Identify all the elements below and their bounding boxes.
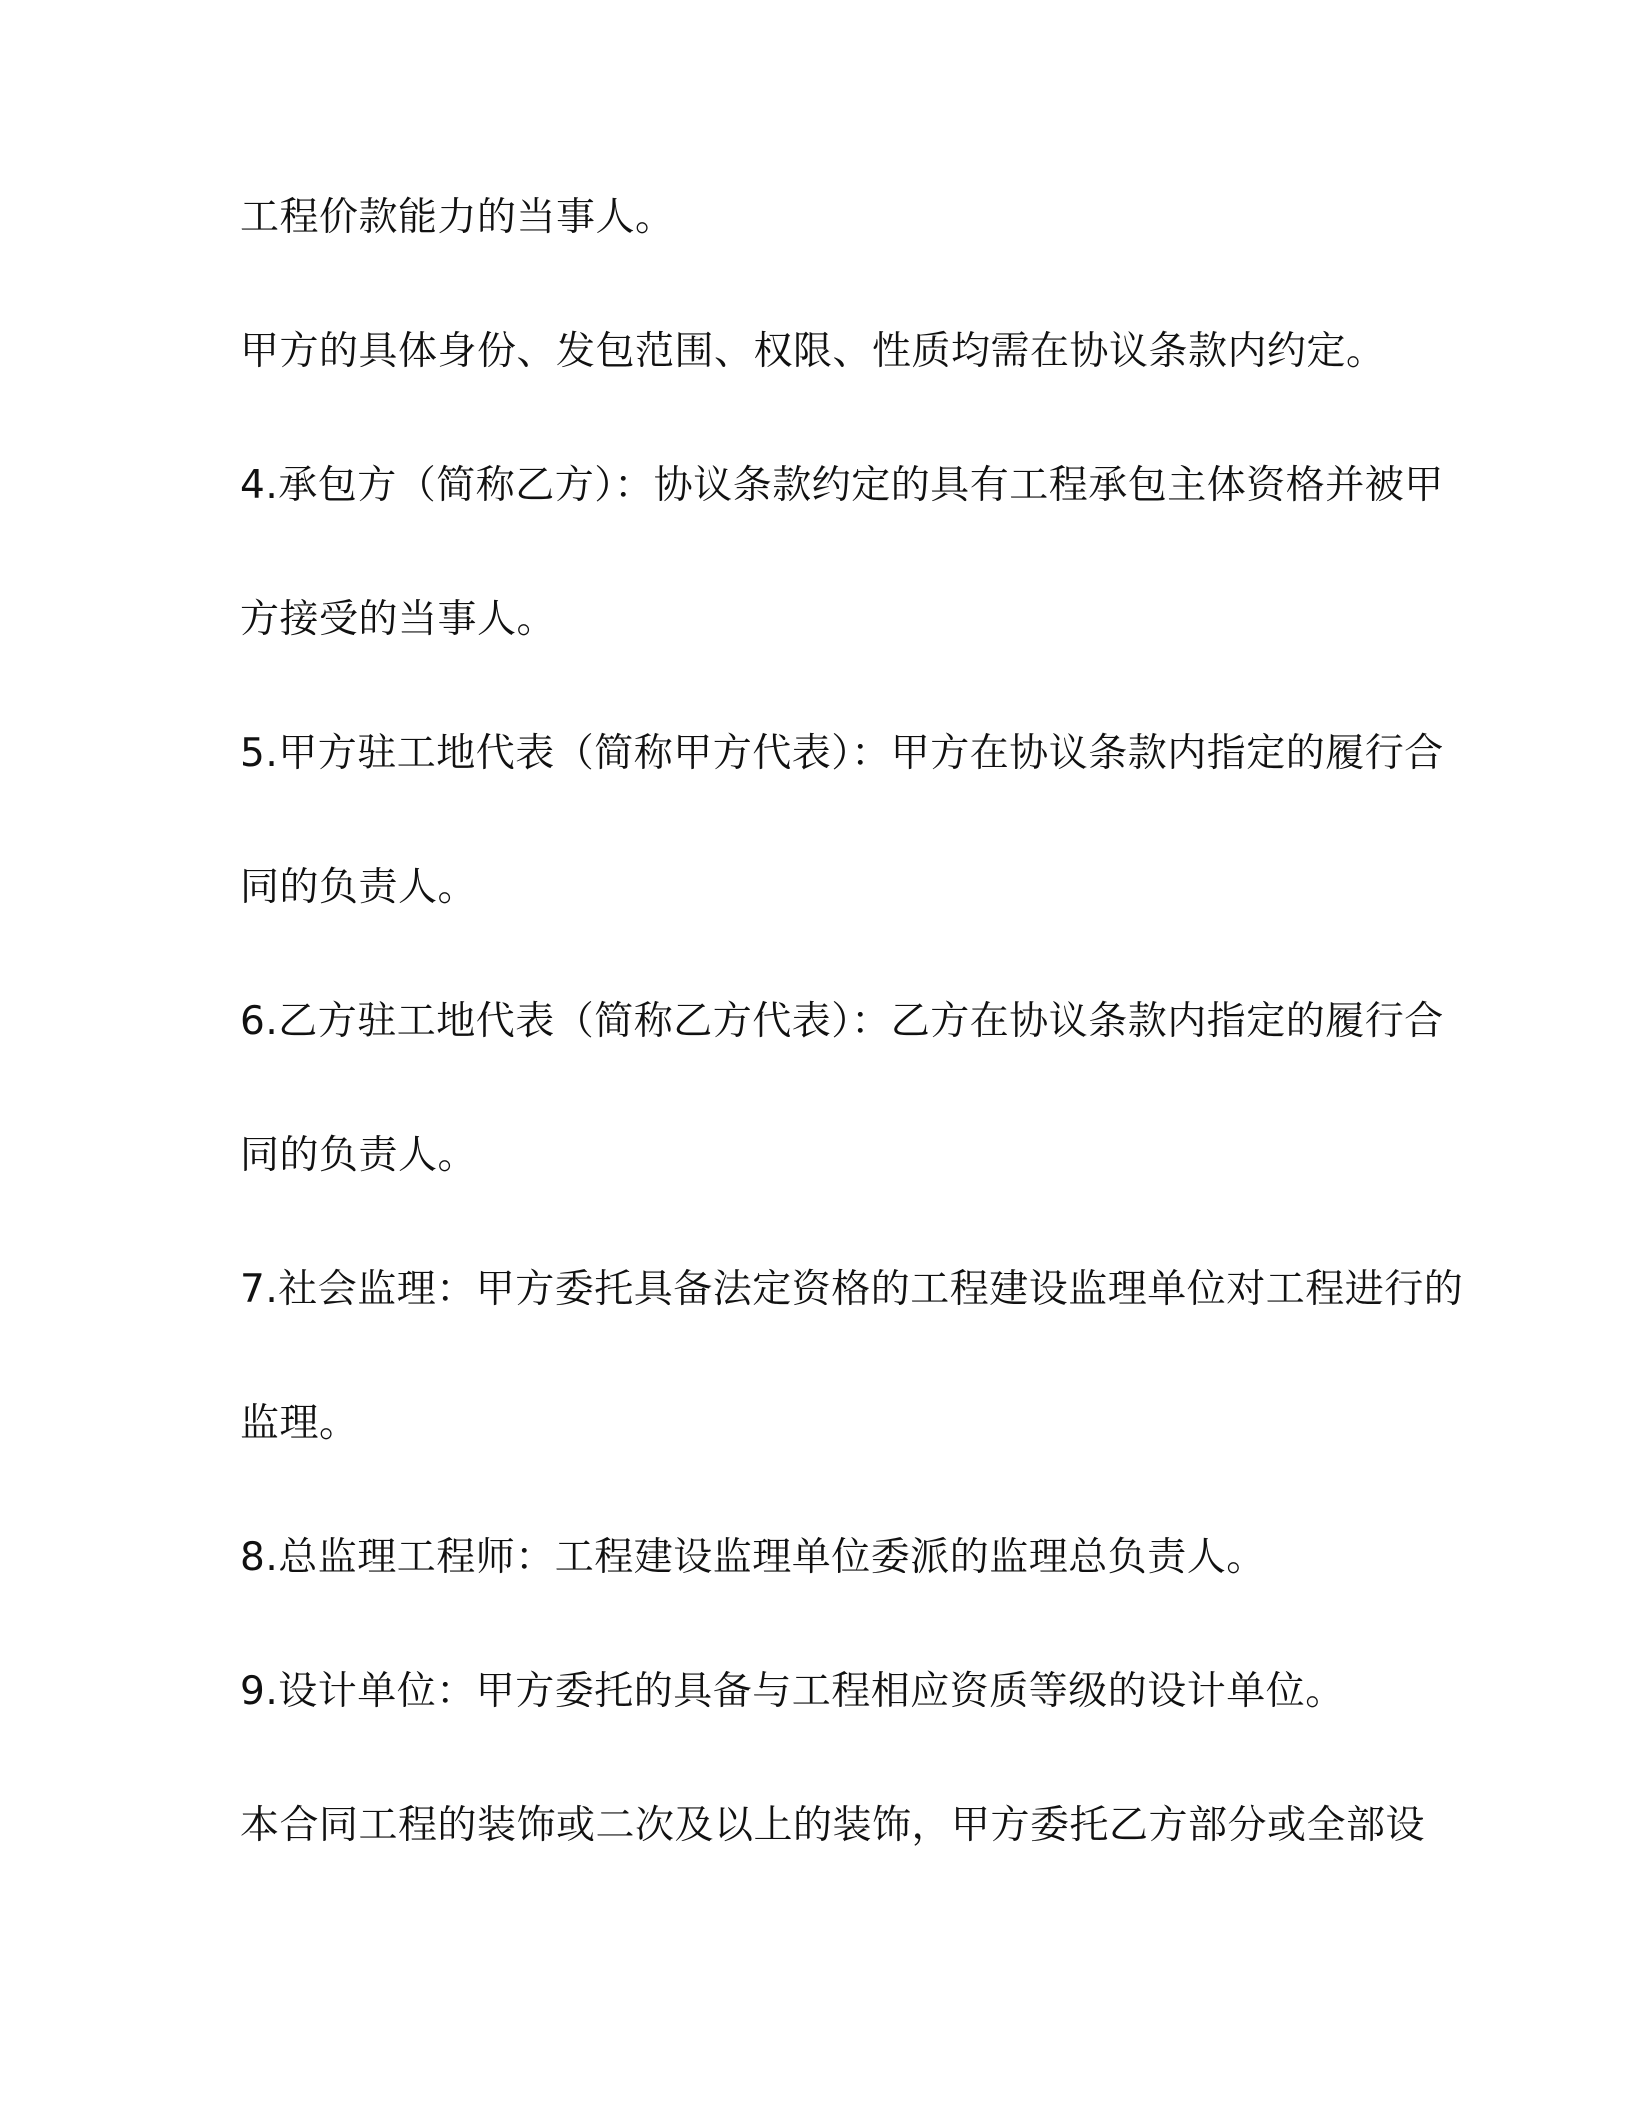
text-line: 本合同工程的装饰或二次及以上的装饰，甲方委托乙方部分或全部设 bbox=[240, 1803, 1426, 1848]
text-line: 同的负责人。 bbox=[240, 1133, 478, 1178]
text-line: 8.总监理工程师：工程建设监理单位委派的监理总负责人。 bbox=[240, 1535, 1266, 1580]
text-line: 6.乙方驻工地代表（简称乙方代表）：乙方在协议条款内指定的履行合 bbox=[240, 999, 1444, 1044]
text-line: 同的负责人。 bbox=[240, 865, 478, 910]
text-line: 4.承包方（简称乙方）：协议条款约定的具有工程承包主体资格并被甲 bbox=[240, 463, 1444, 508]
text-line: 5.甲方驻工地代表（简称甲方代表）：甲方在协议条款内指定的履行合 bbox=[240, 731, 1444, 776]
text-line: 监理。 bbox=[240, 1401, 359, 1446]
text-line: 7.社会监理：甲方委托具备法定资格的工程建设监理单位对工程进行的 bbox=[240, 1267, 1464, 1312]
text-line: 方接受的当事人。 bbox=[240, 597, 557, 642]
text-line: 甲方的具体身份、发包范围、权限、性质均需在协议条款内约定。 bbox=[240, 329, 1386, 374]
text-line: 工程价款能力的当事人。 bbox=[240, 195, 675, 240]
text-line: 9.设计单位：甲方委托的具备与工程相应资质等级的设计单位。 bbox=[240, 1669, 1345, 1714]
